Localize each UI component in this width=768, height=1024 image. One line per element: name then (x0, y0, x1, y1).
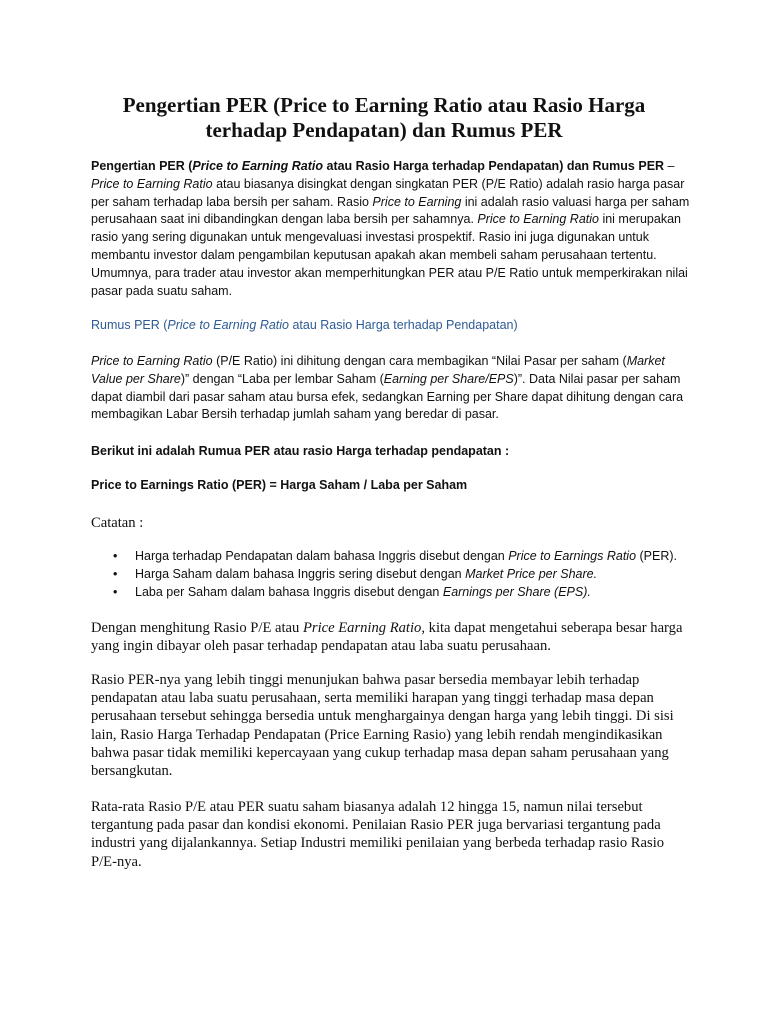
note-term: Earnings per Share (EPS). (442, 584, 591, 599)
intro-dash: – (664, 159, 675, 173)
subheading-term: Price to Earning Ratio (167, 318, 289, 332)
page-title: Pengertian PER (Price to Earning Ratio atau Rasio Harga terhadap Pendapatan) dan Rumus PER (122, 93, 646, 142)
bullet-icon: • (113, 549, 118, 563)
bullet-icon: • (113, 584, 118, 599)
intro-paragraph (91, 158, 691, 300)
formula-intro-text-1: (P/E Ratio) ini dihitung dengan cara membagikan “Nilai Pasar per saham ( (212, 354, 627, 368)
formula-lead: Berikut ini adalah Rumua PER atau rasio Harga terhadap pendapatan : (91, 444, 510, 458)
formula-intro-text-2: )” dengan “Laba per lembar Saham ( (180, 371, 384, 386)
list-item (91, 566, 691, 584)
subheading-text-2: atau Rasio Harga terhadap Pendapatan) (289, 318, 518, 332)
formula-intro-term-2: Market Value per Share (91, 354, 665, 386)
formula-intro-term-3: Earning per Share/EPS (383, 371, 514, 386)
bullet-icon: • (113, 566, 118, 581)
note-term: Market Price per Share. (465, 566, 598, 581)
intro-text-2: ini adalah rasio valuasi harga per saham perusahaan saat ini dibandingkan dengan laba bersih per sahamnya. (91, 194, 690, 227)
paragraph-1-term: Price Earning Ratio (302, 620, 422, 636)
formula: Price to Earnings Ratio (PER) = Harga Saham / Laba per Saham (91, 478, 468, 492)
formula-intro-text-3: )”. Data Nilai pasar per saham dapat diambil dari pasar saham atau bursa efek, sedangkan Earning per Share dapat dihitung dengan cara membagikan Labar Bersih terhadap jumlah saham yang beredar di pasar. (91, 371, 684, 422)
formula-intro-term: Price to Earning Ratio (91, 354, 213, 368)
intro-lead-term: Price to Earning Ratio (192, 159, 324, 173)
intro-text-3: ini merupakan rasio yang sering digunakan untuk mengevaluasi investasi prospektif. Rasio ini juga digunakan untuk membantu investor dalam pengambilan keputusan apakah akan membeli saham perusahaan tertentu. Umumnya, para trader atau investor akan memperhitungkan PER atau P/E Ratio untuk memperkirakan nilai pasar pada suatu saham. (91, 212, 688, 298)
paragraph-price-earning (91, 619, 691, 655)
notes-label: Catatan : (91, 515, 144, 531)
note-text: Harga terhadap Pendapatan dalam bahasa Inggris disebut dengan (135, 549, 509, 563)
note-text: Laba per Saham dalam bahasa Inggris disebut dengan (135, 584, 443, 599)
formula-intro-paragraph (91, 353, 691, 424)
intro-text-1: atau biasanya disingkat dengan singkatan PER (P/E Ratio) adalah rasio harga pasar per saham terhadap laba bersih per saham. Rasio (91, 176, 685, 209)
notes-list (91, 548, 691, 601)
intro-lead: Pengertian PER ( (91, 159, 193, 173)
note-term: Price to Earnings Ratio (508, 549, 637, 563)
paragraph-higher-per: Rasio PER-nya yang lebih tinggi menunjukan bahwa pasar bersedia membayar lebih terhadap pendapatan atau laba suatu perusahaan, serta memiliki harapan yang tinggi terhadap masa depan perusahaan tersebut sehingga bersedia untuk menghargainya dengan harga yang lebih tinggi. Di sisi lain, Rasio Harga Terhadap Pendapatan (Price Earning Rasio) yang lebih rendah mengindikasikan bahwa pasar tidak memiliki kepercayaan yang cukup terhadap masa depan saham perusahaan yang bersangkutan. (91, 672, 674, 780)
subheading-text-1: Rumus PER ( (91, 318, 168, 332)
intro-term-3: Price to Earning Ratio (477, 212, 599, 227)
list-item (91, 584, 691, 602)
intro-term: Price to Earning Ratio (91, 176, 213, 191)
intro-term-2: Price to Earning (372, 194, 462, 209)
paragraph-average-pe: Rata-rata Rasio P/E atau PER suatu saham biasanya adalah 12 hingga 15, namun nilai tersebut tergantung pada pasar dan kondisi ekonomi. Penilaian Rasio PER juga bervariasi tergantung pada industri yang dijalankannya. Setiap Industri memiliki penilaian yang berbeda terhadap rasio Rasio P/E-nya. (91, 799, 665, 870)
note-tail: (PER). (636, 549, 678, 563)
paragraph-1-text-1: Dengan menghitung Rasio P/E atau (91, 620, 303, 636)
formula-subheading (91, 317, 691, 334)
intro-lead-rest: atau Rasio Harga terhadap Pendapatan) dan Rumus PER (323, 159, 665, 173)
note-text: Harga Saham dalam bahasa Inggris sering disebut dengan (135, 566, 466, 581)
paragraph-1-text-2: , kita dapat mengetahui seberapa besar harga yang ingin dibayar oleh pasar terhadap pendapatan atau laba suatu perusahaan. (91, 620, 683, 655)
list-item (91, 548, 691, 566)
